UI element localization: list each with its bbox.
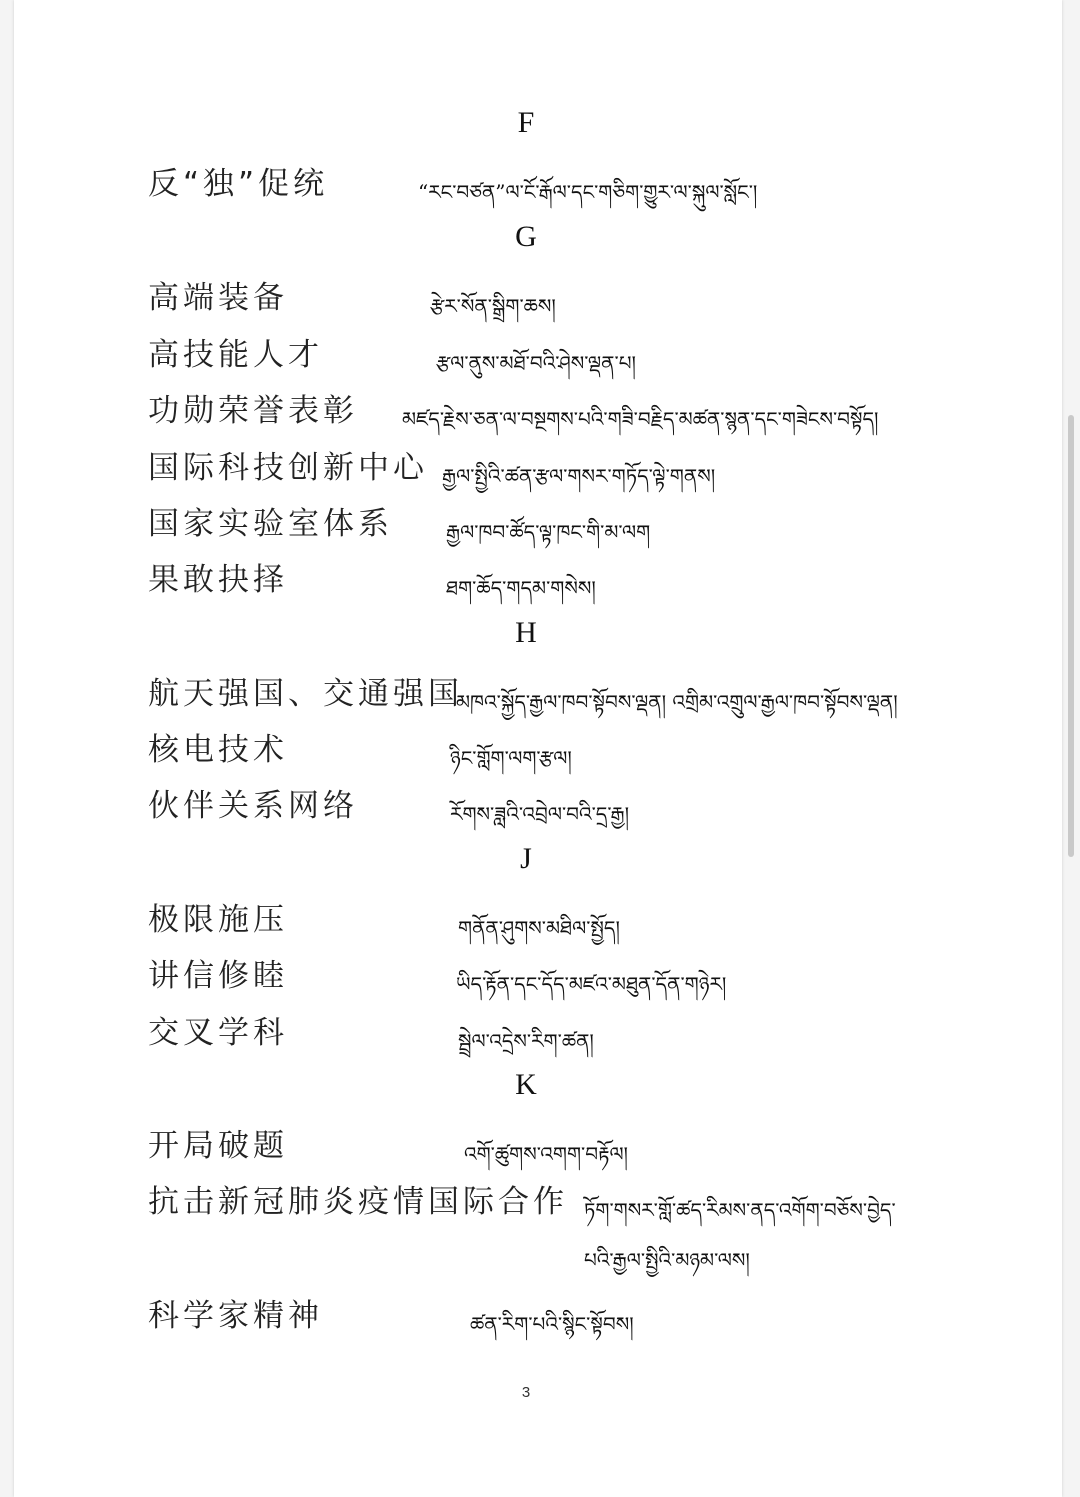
term-chinese: 开局破题 [148, 1128, 288, 1164]
vertical-scrollbar[interactable] [1068, 415, 1074, 857]
term-tibetan: གནོན་ཤུགས་མཐིལ་སྤྱོད། [458, 916, 620, 940]
term-tibetan: ཚན་རིག་པའི་སྙིང་སྟོབས། [470, 1312, 634, 1336]
section-letter-f: F [517, 106, 535, 139]
term-chinese: 抗击新冠肺炎疫情国际合作 [148, 1184, 568, 1220]
term-chinese: 科学家精神 [148, 1298, 323, 1334]
term-chinese: 航天强国、交通强国 [148, 676, 463, 712]
term-tibetan: ཉིང་གློག་ལག་རྩལ། [450, 746, 572, 770]
term-chinese: 国家实验室体系 [148, 506, 393, 542]
term-tibetan: འགོ་ཚུགས་འགག་བརྟོལ། [464, 1142, 628, 1166]
term-chinese: 国际科技创新中心 [148, 450, 428, 486]
term-tibetan: རྩལ་ནུས་མཐོ་བའི་ཤེས་ལྡན་པ། [436, 351, 636, 375]
term-chinese: 果敢抉择 [148, 562, 288, 598]
term-tibetan: རྩེར་སོན་སྒྲིག་ཆས། [430, 294, 556, 318]
term-chinese: 功勋荣誉表彰 [148, 393, 358, 429]
term-tibetan: ཏོག་གསར་གློ་ཚད་རིམས་ནད་འགོག་བཅོས་བྱེད་ [584, 1198, 896, 1222]
section-letter-h: H [515, 616, 537, 649]
term-chinese: 核电技术 [148, 732, 288, 768]
page-number: 3 [521, 1384, 531, 1401]
section-letter-g: G [515, 220, 537, 253]
term-tibetan: སྦྲེལ་འདྲེས་རིག་ཚན། [458, 1029, 594, 1053]
section-letter-j: J [520, 842, 532, 875]
term-tibetan: རྒྱལ་སྤྱིའི་ཚན་རྩལ་གསར་གཏོད་ལྟེ་གནས། [442, 464, 716, 488]
term-tibetan: ཡིད་རྟོན་དང་དོད་མཛའ་མཐུན་དོན་གཉེར། [456, 972, 727, 996]
term-tibetan-continued: པའི་རྒྱལ་སྤྱིའི་མཉམ་ལས། [584, 1248, 750, 1272]
term-chinese: 伙伴关系网络 [148, 788, 358, 824]
term-tibetan: མཛད་རྗེས་ཅན་ལ་བསྔགས་པའི་གཟི་བརྗིད་མཚན་སྙན་དང་གཟེངས་བསྟོད། [402, 407, 879, 431]
term-tibetan: རོགས་ཟླའི་འབྲེལ་བའི་དྲ་རྒྱ། [450, 802, 630, 826]
term-chinese: 高端装备 [148, 280, 288, 316]
term-tibetan: ཐག་ཆོད་གདམ་གསེས། [446, 576, 596, 600]
term-tibetan: མཁའ་སྐྱོད་རྒྱལ་ཁབ་སྟོབས་ལྡན། འགྲིམ་འགྲུལ་རྒྱལ་ཁབ་སྟོབས་ལྡན། [456, 690, 898, 714]
term-chinese: 讲信修睦 [148, 958, 288, 994]
term-chinese: 交叉学科 [148, 1015, 288, 1051]
term-tibetan: རྒྱལ་ཁབ་ཚོད་ལྟ་ཁང་གི་མ་ལག [446, 520, 651, 544]
term-chinese: 高技能人才 [148, 337, 323, 373]
section-letter-k: K [515, 1068, 537, 1101]
term-chinese: 反“独”促统 [148, 166, 329, 202]
term-tibetan: “རང་བཙན”ལ་ངོ་རྒོལ་དང་གཅིག་གྱུར་ལ་སྐུལ་སློང་། [418, 180, 758, 204]
term-chinese: 极限施压 [148, 902, 288, 938]
